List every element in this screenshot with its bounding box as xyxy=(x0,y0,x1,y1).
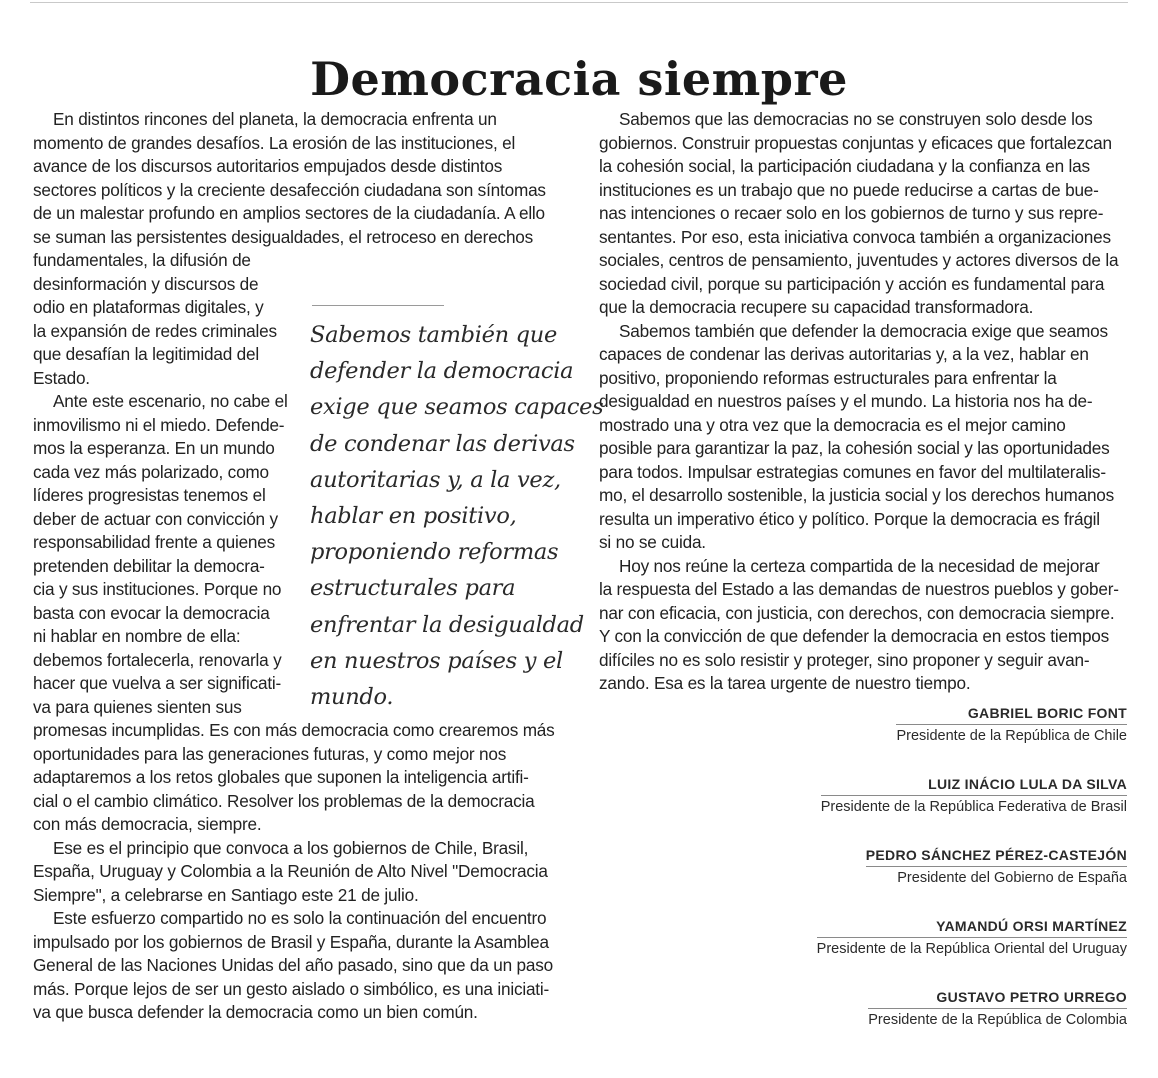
right-column-line: sentantes. Por eso, esta iniciativa convoca también a organizaciones xyxy=(599,226,1111,247)
right-column-line: sociales, centros de pensamiento, juventudes y actores diversos de la xyxy=(599,250,1119,270)
signatory-name: GABRIEL BORIC FONT xyxy=(896,702,1127,725)
left-column-line: que desafían la legitimidad del xyxy=(33,344,259,364)
left-column-line: responsabilidad frente a quienes xyxy=(33,532,276,552)
left-column-line: Ante este escenario, no cabe el xyxy=(53,391,288,411)
left-column-line: avance de los discursos autoritarios empujados desde distintos xyxy=(33,156,503,176)
left-column-line: hacer que vuelva a ser significati- xyxy=(33,673,282,693)
pull-quote-line: mundo. xyxy=(310,684,394,710)
left-column-line: pretenden debilitar la democra- xyxy=(33,555,265,576)
right-column-line: desigualdad en nuestros países y el mundo. La historia nos ha de- xyxy=(599,391,1093,411)
right-column-line: que la democracia recupere su capacidad transformadora. xyxy=(599,297,1034,317)
left-column-line: oportunidades para las generaciones futuras, y como mejor nos xyxy=(33,743,507,764)
right-column-line: si no se cuida. xyxy=(599,532,706,552)
right-column-line: la respuesta del Estado a las demandas de nuestros pueblos y gober- xyxy=(599,579,1119,599)
right-column-line: posible para garantizar la paz, la cohesión social y las oportunidades xyxy=(599,438,1110,458)
right-column-line: gobiernos. Construir propuestas conjuntas y eficaces que fortalezcan xyxy=(599,132,1112,153)
left-column-line: va para quienes sienten sus xyxy=(33,696,242,717)
signature-block xyxy=(896,702,1127,747)
right-column-line: Sabemos también que defender la democracia exige que seamos xyxy=(619,320,1108,341)
right-column-line: mo, el desarrollo sostenible, la justicia social y los derechos humanos xyxy=(599,485,1115,505)
top-rule xyxy=(30,2,1128,3)
left-column-line: la expansión de redes criminales xyxy=(33,320,277,341)
left-column-line: promesas incumplidas. Es con más democracia como crearemos más xyxy=(33,720,555,740)
right-column-line: para todos. Impulsar estrategias comunes en favor del multilateralis- xyxy=(599,461,1106,482)
left-column-line: líderes progresistas tenemos el xyxy=(33,485,266,505)
pull-quote-line: enfrentar la desigualdad xyxy=(310,611,584,638)
pull-quote-line: autoritarias y, a la vez, xyxy=(310,466,561,493)
right-column-line: capaces de condenar las derivas autoritarias y, a la vez, hablar en xyxy=(599,344,1089,364)
right-column-line: Y con la convicción de que defender la democracia en estos tiempos xyxy=(599,626,1110,646)
article-title: Democracia siempre xyxy=(310,51,848,106)
left-column-line: mos la esperanza. En un mundo xyxy=(33,438,275,458)
right-column-line: zando. Esa es la tarea urgente de nuestro tiempo. xyxy=(599,673,971,693)
signatory-role: Presidente de la República de Chile xyxy=(896,728,1127,744)
left-column-line: España, Uruguay y Colombia a la Reunión de Alto Nivel "Democracia xyxy=(33,861,548,881)
signatory-role: Presidente de la República de Colombia xyxy=(868,1012,1127,1028)
left-column-line: Este esfuerzo compartido no es solo la continuación del encuentro xyxy=(53,908,547,928)
left-column-line: debemos fortalecerla, renovarla y xyxy=(33,649,282,670)
right-column-line: Sabemos que las democracias no se construyen solo desde los xyxy=(619,109,1093,129)
left-column-line: Siempre", a celebrarse en Santiago este 21 de julio. xyxy=(33,884,419,905)
left-column-line: adaptaremos a los retos globales que suponen la inteligencia artifi- xyxy=(33,767,529,787)
left-column-line: General de las Naciones Unidas del año pasado, sino que da un paso xyxy=(33,955,553,975)
left-column-line: cada vez más polarizado, como xyxy=(33,461,269,482)
left-column-line: sectores políticos y la creciente desafección ciudadana son síntomas xyxy=(33,179,546,200)
left-column-line: más. Porque lejos de ser un gesto aislado o simbólico, es una iniciati- xyxy=(33,978,550,999)
left-column-line: desinformación y discursos de xyxy=(33,273,259,294)
left-column-line: basta con evocar la democracia xyxy=(33,602,270,623)
right-column-line: instituciones es un trabajo que no puede reducirse a cartas de bue- xyxy=(599,179,1099,200)
signatory-name: LUIZ INÁCIO LULA DA SILVA xyxy=(821,773,1127,796)
signature-block xyxy=(868,986,1127,1031)
right-column-line: resulta un imperativo ético y político. Porque la democracia es frágil xyxy=(599,508,1100,529)
signatory-role: Presidente del Gobierno de España xyxy=(897,870,1127,886)
pull-quote-line: defender la democracia xyxy=(310,358,574,385)
left-column-line: Estado. xyxy=(33,367,90,388)
left-column-line: fundamentales, la difusión de xyxy=(33,250,251,270)
signatory-name: PEDRO SÁNCHEZ PÉREZ-CASTEJÓN xyxy=(866,844,1127,867)
signature-block xyxy=(817,915,1127,960)
left-column-line: impulsado por los gobiernos de Brasil y España, durante la Asamblea xyxy=(33,931,549,952)
signatory-role: Presidente de la República Oriental del Uruguay xyxy=(816,941,1127,957)
right-column-line: nar con eficacia, con justicia, con derechos, con democracia siempre. xyxy=(599,602,1115,623)
left-column-line: cia y sus instituciones. Porque no xyxy=(33,579,282,599)
right-column-line: positivo, proponiendo reformas estructurales para enfrentar la xyxy=(599,367,1057,388)
signatory-name: GUSTAVO PETRO URREGO xyxy=(868,986,1127,1009)
left-column-line: odio en plataformas digitales, y xyxy=(33,297,264,317)
left-column-line: momento de grandes desafíos. La erosión de las instituciones, el xyxy=(33,132,516,153)
pull-quote-line: exige que seamos capaces xyxy=(310,394,604,421)
pull-quote-line: de condenar las derivas xyxy=(310,430,575,457)
pull-quote-line: Sabemos también que xyxy=(310,322,557,348)
left-column-line: de un malestar profundo en amplios sectores de la ciudadanía. A ello xyxy=(33,203,545,223)
left-column-line: inmovilismo ni el miedo. Defende- xyxy=(33,414,285,435)
left-column-line: va que busca defender la democracia como un bien común. xyxy=(33,1002,478,1022)
left-column-line: deber de actuar con convicción y xyxy=(33,508,278,529)
pull-quote-rule xyxy=(312,305,444,306)
pull-quote-line: estructurales para xyxy=(310,575,516,602)
right-column-line: la cohesión social, la participación ciudadana y la confianza en las xyxy=(599,156,1090,176)
left-column-line: En distintos rincones del planeta, la democracia enfrenta un xyxy=(53,109,497,129)
left-column-line: Ese es el principio que convoca a los gobiernos de Chile, Brasil, xyxy=(53,837,529,858)
pull-quote-line: proponiendo reformas xyxy=(310,539,559,566)
pull-quote-line: hablar en positivo, xyxy=(310,503,517,529)
right-column-line: difíciles no es solo resistir y proteger, sino proponer y seguir avan- xyxy=(599,649,1090,670)
left-column-line: con más democracia, siempre. xyxy=(33,814,262,834)
right-column-line: Hoy nos reúne la certeza compartida de la necesidad de mejorar xyxy=(619,555,1100,576)
signatory-name: YAMANDÚ ORSI MARTÍNEZ xyxy=(817,915,1127,938)
left-column-line: se suman las persistentes desigualdades, el retroceso en derechos xyxy=(33,226,534,247)
right-column-line: sociedad civil, porque su participación y acción es fundamental para xyxy=(599,273,1105,294)
signature-block xyxy=(866,844,1127,889)
signatory-role: Presidente de la República Federativa de Brasil xyxy=(820,799,1127,815)
left-column-line: cial o el cambio climático. Resolver los problemas de la democracia xyxy=(33,790,535,811)
left-column-line: ni hablar en nombre de ella: xyxy=(33,626,241,646)
right-column-line: nas intenciones o recaer solo en los gobiernos de turno y sus repre- xyxy=(599,203,1104,223)
signature-block xyxy=(821,773,1127,818)
pull-quote-line: en nuestros países y el xyxy=(310,647,563,674)
right-column-line: mostrado una y otra vez que la democracia es el mejor camino xyxy=(599,414,1066,435)
